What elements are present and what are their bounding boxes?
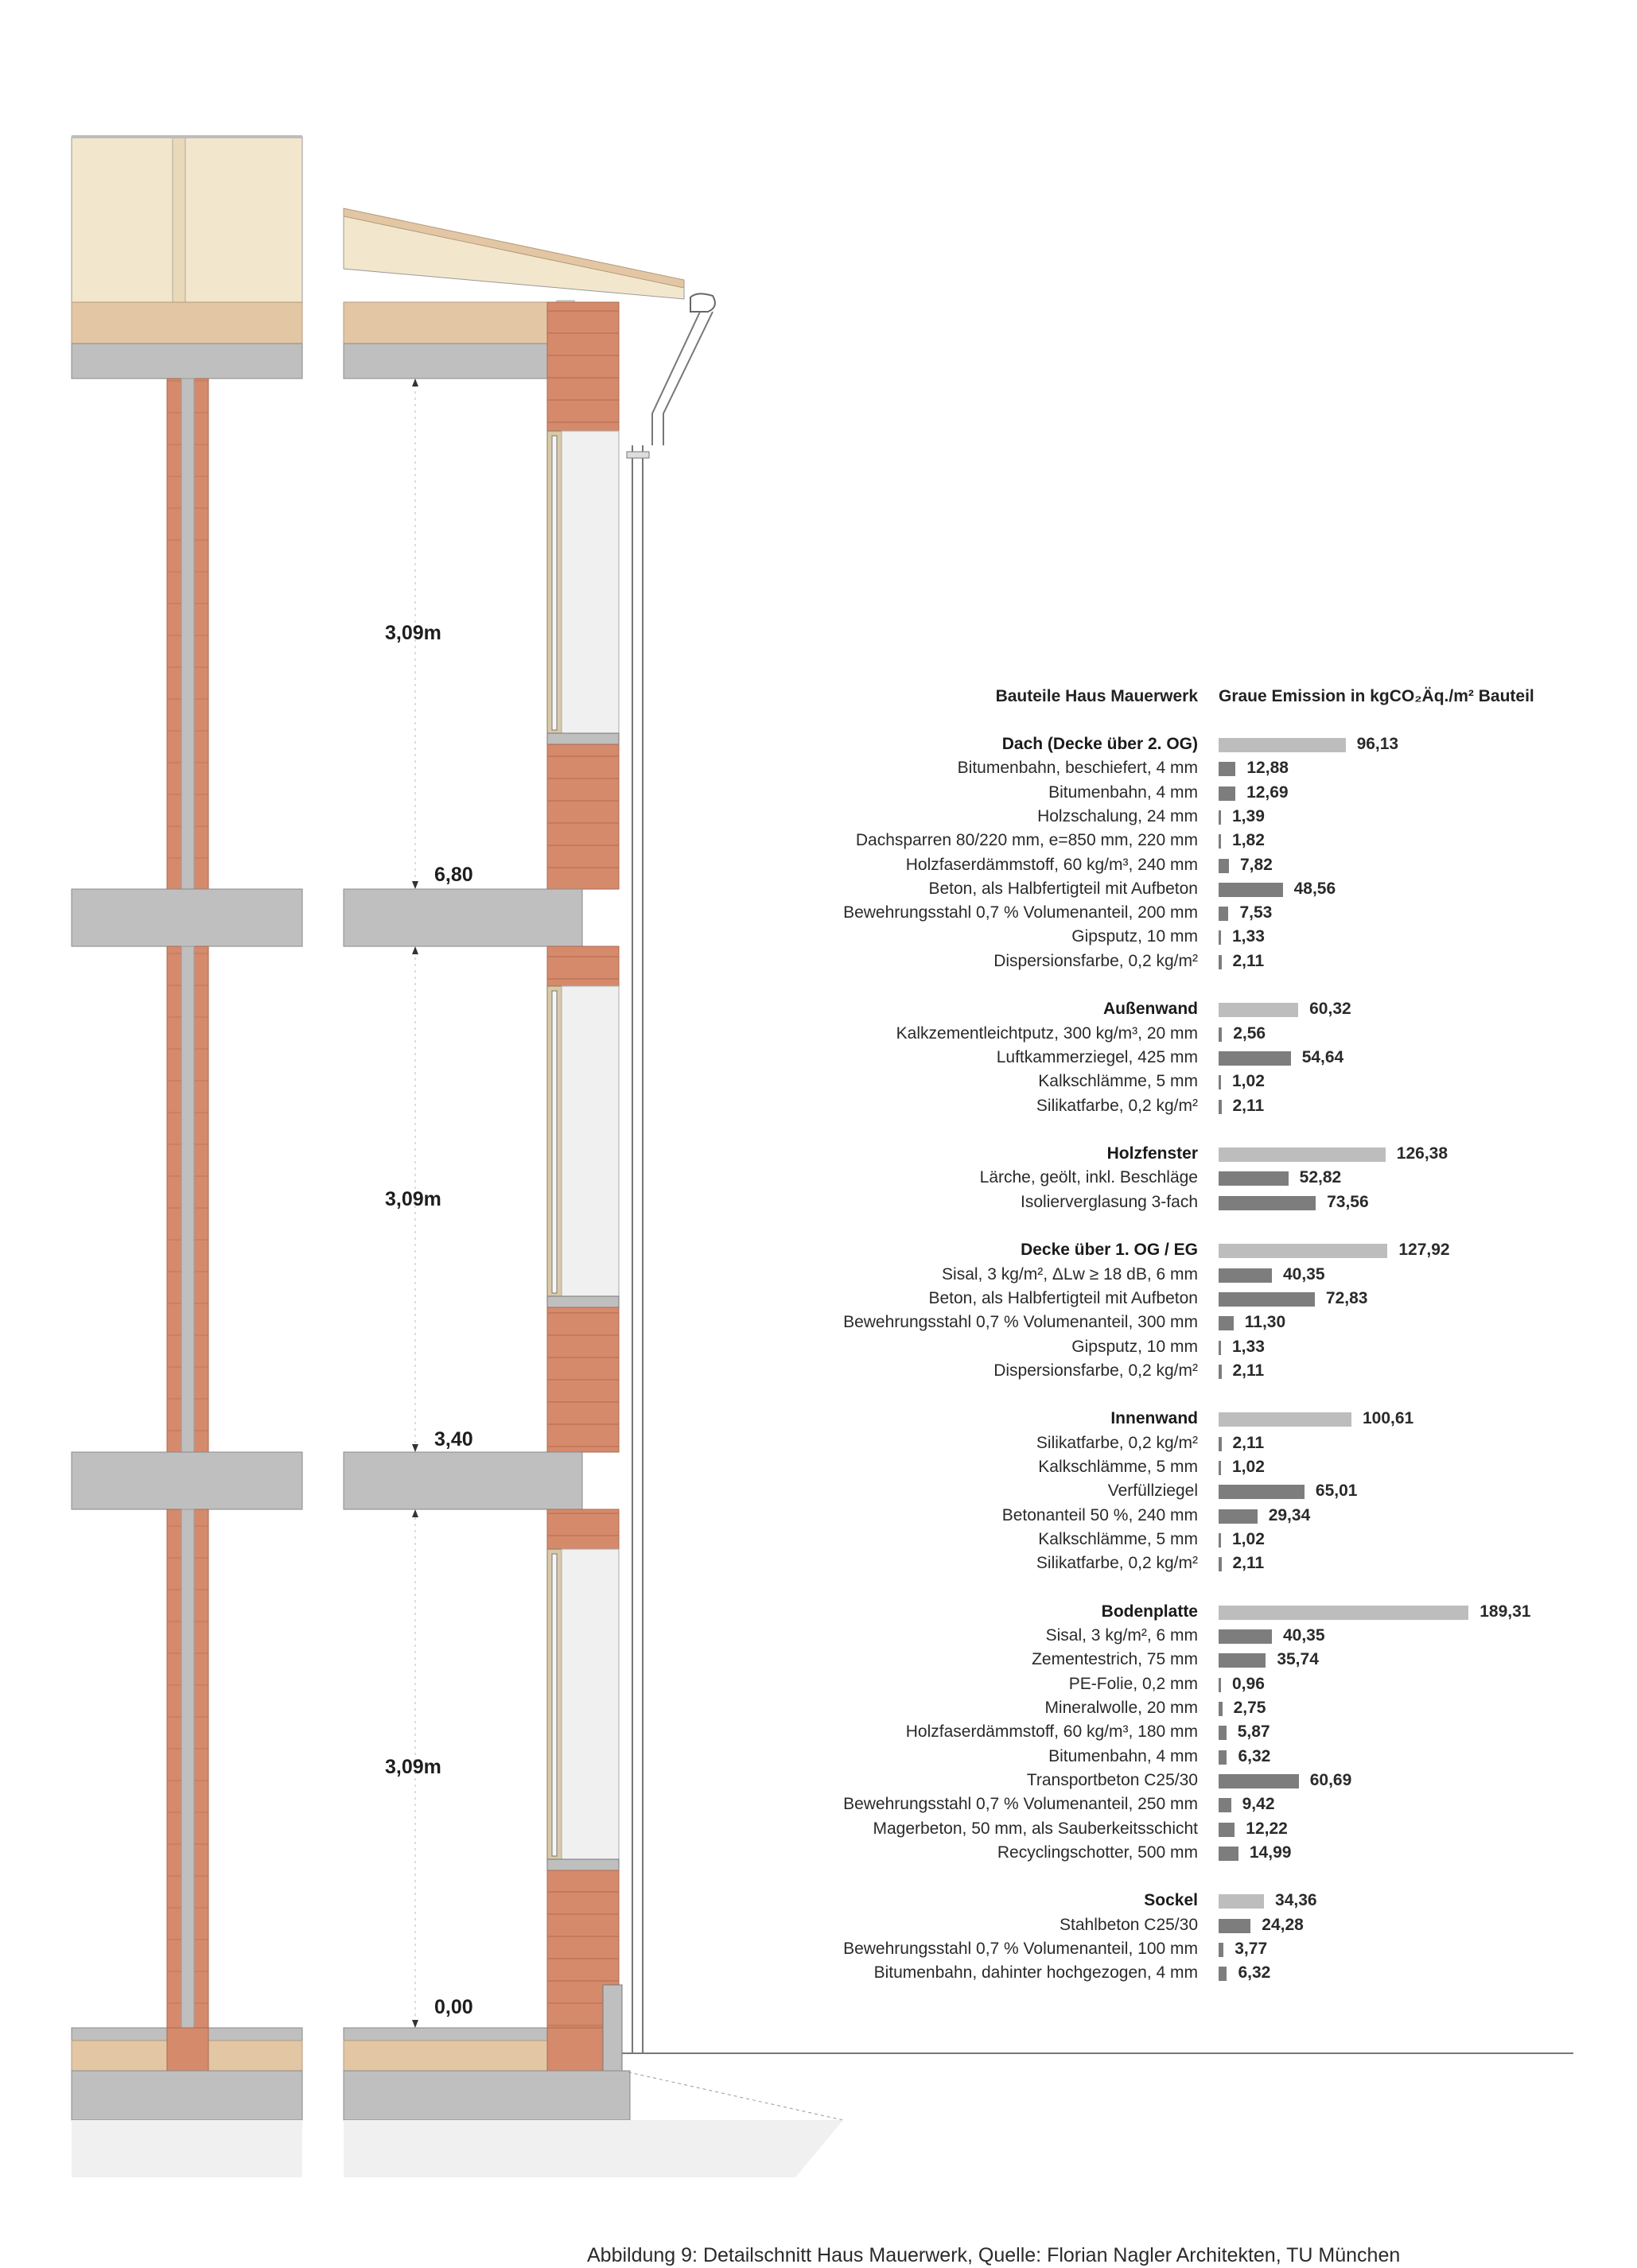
item-0-6-value: 7,53 <box>1239 903 1273 922</box>
group-3-bar <box>1219 1244 1387 1258</box>
group-5-value: 189,31 <box>1480 1602 1531 1621</box>
item-3-4-value: 2,11 <box>1232 1361 1265 1380</box>
item-1-2-bar <box>1219 1075 1221 1089</box>
item-6-0-label: Stahlbeton C25/30 <box>1060 1915 1198 1934</box>
dimension-label-floor-1: 3,09m <box>385 1756 441 1778</box>
item-0-1-value: 12,69 <box>1246 783 1289 802</box>
group-6-label: Sockel <box>1144 1891 1198 1910</box>
group-4-value: 100,61 <box>1363 1409 1414 1428</box>
item-5-0-label: Sisal, 3 kg/m², 6 mm <box>1045 1626 1198 1645</box>
item-5-7-label: Bewehrungsstahl 0,7 % Volumenanteil, 250 mm <box>843 1795 1198 1814</box>
level-label-0-00: 0,00 <box>434 1996 473 2018</box>
item-3-3-bar <box>1219 1341 1221 1355</box>
group-6-value: 34,36 <box>1275 1891 1317 1910</box>
item-2-1-label: Isolierverglasung 3-fach <box>1021 1192 1198 1211</box>
item-0-3-bar <box>1219 834 1221 849</box>
item-3-4-bar <box>1219 1365 1222 1379</box>
item-4-5-label: Silikatfarbe, 0,2 kg/m² <box>1036 1554 1198 1573</box>
item-5-2-value: 0,96 <box>1232 1674 1265 1693</box>
group-3-label: Decke über 1. OG / EG <box>1021 1241 1198 1260</box>
item-1-1-label: Luftkammerziegel, 425 mm <box>996 1047 1198 1066</box>
dimension-label-floor-3: 3,09m <box>385 622 441 644</box>
group-4-bar <box>1219 1412 1351 1427</box>
group-6-bar <box>1219 1894 1264 1909</box>
item-0-2-bar <box>1219 810 1221 825</box>
item-5-9-label: Recyclingschotter, 500 mm <box>997 1843 1198 1862</box>
item-3-3-label: Gipsputz, 10 mm <box>1071 1337 1198 1356</box>
item-6-2-bar <box>1219 1967 1227 1981</box>
chart-header-components: Bauteile Haus Mauerwerk <box>995 687 1198 705</box>
item-5-8-value: 12,22 <box>1246 1819 1288 1838</box>
item-5-3-value: 2,75 <box>1233 1699 1266 1717</box>
item-3-2-label: Bewehrungsstahl 0,7 % Volumenanteil, 300 mm <box>843 1313 1198 1332</box>
item-0-6-label: Bewehrungsstahl 0,7 % Volumenanteil, 200 mm <box>843 903 1198 922</box>
item-1-0-value: 2,56 <box>1233 1023 1266 1043</box>
item-5-6-bar <box>1219 1774 1299 1788</box>
item-5-5-bar <box>1219 1750 1227 1765</box>
dimension-label-floor-2: 3,09m <box>385 1188 441 1210</box>
item-1-3-value: 2,11 <box>1232 1096 1265 1115</box>
item-0-8-label: Dispersionsfarbe, 0,2 kg/m² <box>993 951 1198 970</box>
item-4-1-label: Kalkschlämme, 5 mm <box>1038 1458 1198 1476</box>
item-5-4-bar <box>1219 1726 1227 1740</box>
group-1-value: 60,32 <box>1309 1000 1351 1019</box>
item-3-1-label: Beton, als Halbfertigteil mit Aufbeton <box>928 1288 1198 1307</box>
item-6-0-bar <box>1219 1919 1250 1933</box>
item-0-0-label: Bitumenbahn, beschiefert, 4 mm <box>957 759 1198 778</box>
level-label-3-40: 3,40 <box>434 1428 473 1451</box>
item-0-1-label: Bitumenbahn, 4 mm <box>1048 783 1198 802</box>
item-5-5-value: 6,32 <box>1238 1746 1271 1765</box>
item-4-4-bar <box>1219 1533 1221 1548</box>
item-4-0-value: 2,11 <box>1232 1433 1265 1452</box>
item-4-0-bar <box>1219 1437 1222 1451</box>
item-1-2-label: Kalkschlämme, 5 mm <box>1038 1072 1198 1091</box>
item-0-1-bar <box>1219 786 1235 801</box>
item-0-2-label: Holzschalung, 24 mm <box>1037 806 1198 825</box>
group-0-value: 96,13 <box>1356 735 1399 753</box>
item-5-9-value: 14,99 <box>1249 1843 1292 1862</box>
item-0-8-bar <box>1219 955 1222 969</box>
item-5-2-label: PE-Folie, 0,2 mm <box>1068 1674 1198 1693</box>
item-3-0-value: 40,35 <box>1282 1264 1325 1284</box>
item-0-7-value: 1,33 <box>1232 927 1265 946</box>
group-0-label: Dach (Decke über 2. OG) <box>1001 735 1198 753</box>
item-4-3-label: Betonanteil 50 %, 240 mm <box>1001 1505 1198 1524</box>
item-4-0-label: Silikatfarbe, 0,2 kg/m² <box>1036 1433 1198 1452</box>
item-5-1-bar <box>1219 1653 1266 1668</box>
item-0-6-bar <box>1219 907 1228 921</box>
group-0-bar <box>1219 738 1346 752</box>
item-4-1-value: 1,02 <box>1232 1458 1265 1476</box>
item-3-3-value: 1,33 <box>1232 1337 1265 1356</box>
item-3-2-value: 11,30 <box>1244 1313 1286 1332</box>
group-1-bar <box>1219 1003 1298 1017</box>
item-3-0-label: Sisal, 3 kg/m², ΔLw ≥ 18 dB, 6 mm <box>942 1264 1198 1284</box>
level-label-6-80: 6,80 <box>434 864 473 886</box>
item-5-3-bar <box>1219 1702 1223 1716</box>
item-2-0-label: Lärche, geölt, inkl. Beschläge <box>979 1168 1198 1187</box>
item-6-1-bar <box>1219 1943 1223 1957</box>
group-4-label: Innenwand <box>1110 1409 1198 1428</box>
item-5-8-bar <box>1219 1823 1235 1837</box>
item-0-2-value: 1,39 <box>1232 806 1265 825</box>
item-1-1-value: 54,64 <box>1301 1047 1344 1066</box>
item-5-5-label: Bitumenbahn, 4 mm <box>1048 1746 1198 1765</box>
group-1-label: Außenwand <box>1103 1000 1198 1019</box>
item-2-1-value: 73,56 <box>1327 1192 1369 1211</box>
item-0-3-label: Dachsparren 80/220 mm, e=850 mm, 220 mm <box>855 831 1198 850</box>
item-4-2-label: Verfüllziegel <box>1107 1482 1198 1501</box>
item-3-2-bar <box>1219 1316 1234 1330</box>
group-2-label: Holzfenster <box>1106 1144 1198 1163</box>
item-5-4-value: 5,87 <box>1237 1722 1270 1742</box>
item-3-0-bar <box>1219 1268 1272 1283</box>
item-4-4-label: Kalkschlämme, 5 mm <box>1038 1529 1198 1548</box>
item-4-2-value: 65,01 <box>1315 1482 1358 1501</box>
item-6-0-value: 24,28 <box>1262 1915 1304 1934</box>
item-6-1-label: Bewehrungsstahl 0,7 % Volumenanteil, 100 mm <box>843 1940 1198 1958</box>
item-0-7-label: Gipsputz, 10 mm <box>1071 927 1198 946</box>
item-2-0-bar <box>1219 1171 1289 1186</box>
item-4-1-bar <box>1219 1461 1221 1475</box>
item-0-5-value: 48,56 <box>1293 879 1336 898</box>
item-1-2-value: 1,02 <box>1232 1072 1265 1091</box>
item-1-0-bar <box>1219 1027 1222 1042</box>
item-5-0-value: 40,35 <box>1282 1626 1325 1645</box>
item-4-5-bar <box>1219 1557 1222 1571</box>
item-5-9-bar <box>1219 1847 1238 1861</box>
item-5-2-bar <box>1219 1678 1221 1692</box>
item-1-0-label: Kalkzementleichtputz, 300 kg/m³, 20 mm <box>896 1023 1198 1043</box>
group-5-label: Bodenplatte <box>1101 1602 1198 1621</box>
item-4-3-bar <box>1219 1509 1258 1524</box>
group-5-bar <box>1219 1606 1468 1620</box>
item-3-4-label: Dispersionsfarbe, 0,2 kg/m² <box>993 1361 1198 1380</box>
item-5-8-label: Magerbeton, 50 mm, als Sauberkeitsschicht <box>873 1819 1198 1838</box>
item-0-5-label: Beton, als Halbfertigteil mit Aufbeton <box>928 879 1198 898</box>
item-2-0-value: 52,82 <box>1299 1168 1342 1187</box>
item-5-1-label: Zementestrich, 75 mm <box>1032 1650 1198 1669</box>
item-3-1-value: 72,83 <box>1325 1288 1368 1307</box>
chart-header-emission: Graue Emission in kgCO₂Äq./m² Bauteil <box>1219 687 1534 705</box>
group-2-bar <box>1219 1148 1386 1162</box>
item-0-8-value: 2,11 <box>1232 951 1265 970</box>
item-4-5-value: 2,11 <box>1232 1554 1265 1573</box>
item-5-0-bar <box>1219 1629 1272 1644</box>
item-5-4-label: Holzfaserdämmstoff, 60 kg/m³, 180 mm <box>905 1722 1198 1742</box>
item-5-7-bar <box>1219 1798 1231 1812</box>
item-0-4-label: Holzfaserdämmstoff, 60 kg/m³, 240 mm <box>905 855 1198 874</box>
item-5-3-label: Mineralwolle, 20 mm <box>1044 1699 1198 1717</box>
item-0-4-bar <box>1219 859 1229 873</box>
group-2-value: 126,38 <box>1396 1144 1448 1163</box>
item-1-1-bar <box>1219 1051 1291 1066</box>
item-3-1-bar <box>1219 1292 1315 1307</box>
item-1-3-label: Silikatfarbe, 0,2 kg/m² <box>1036 1096 1198 1115</box>
item-2-1-bar <box>1219 1196 1316 1210</box>
item-6-2-value: 6,32 <box>1238 1963 1271 1983</box>
item-0-4-value: 7,82 <box>1239 855 1273 874</box>
item-6-1-value: 3,77 <box>1235 1940 1268 1958</box>
item-0-5-bar <box>1219 883 1283 897</box>
item-4-3-value: 29,34 <box>1268 1505 1311 1524</box>
item-5-1-value: 35,74 <box>1277 1650 1319 1669</box>
item-5-6-label: Transportbeton C25/30 <box>1026 1770 1198 1789</box>
item-0-7-bar <box>1219 930 1221 945</box>
item-6-2-label: Bitumenbahn, dahinter hochgezogen, 4 mm <box>873 1963 1198 1983</box>
item-0-3-value: 1,82 <box>1232 831 1265 850</box>
group-3-value: 127,92 <box>1398 1241 1450 1260</box>
figure-caption: Abbildung 9: Detailschnitt Haus Mauerwerk, Quelle: Florian Nagler Architekten, TU München <box>587 2244 1401 2266</box>
item-5-6-value: 60,69 <box>1309 1770 1352 1789</box>
item-1-3-bar <box>1219 1100 1222 1114</box>
item-4-4-value: 1,02 <box>1232 1529 1265 1548</box>
item-0-0-bar <box>1219 762 1235 776</box>
item-0-0-value: 12,88 <box>1246 759 1289 778</box>
item-4-2-bar <box>1219 1485 1305 1499</box>
item-5-7-value: 9,42 <box>1242 1795 1275 1814</box>
